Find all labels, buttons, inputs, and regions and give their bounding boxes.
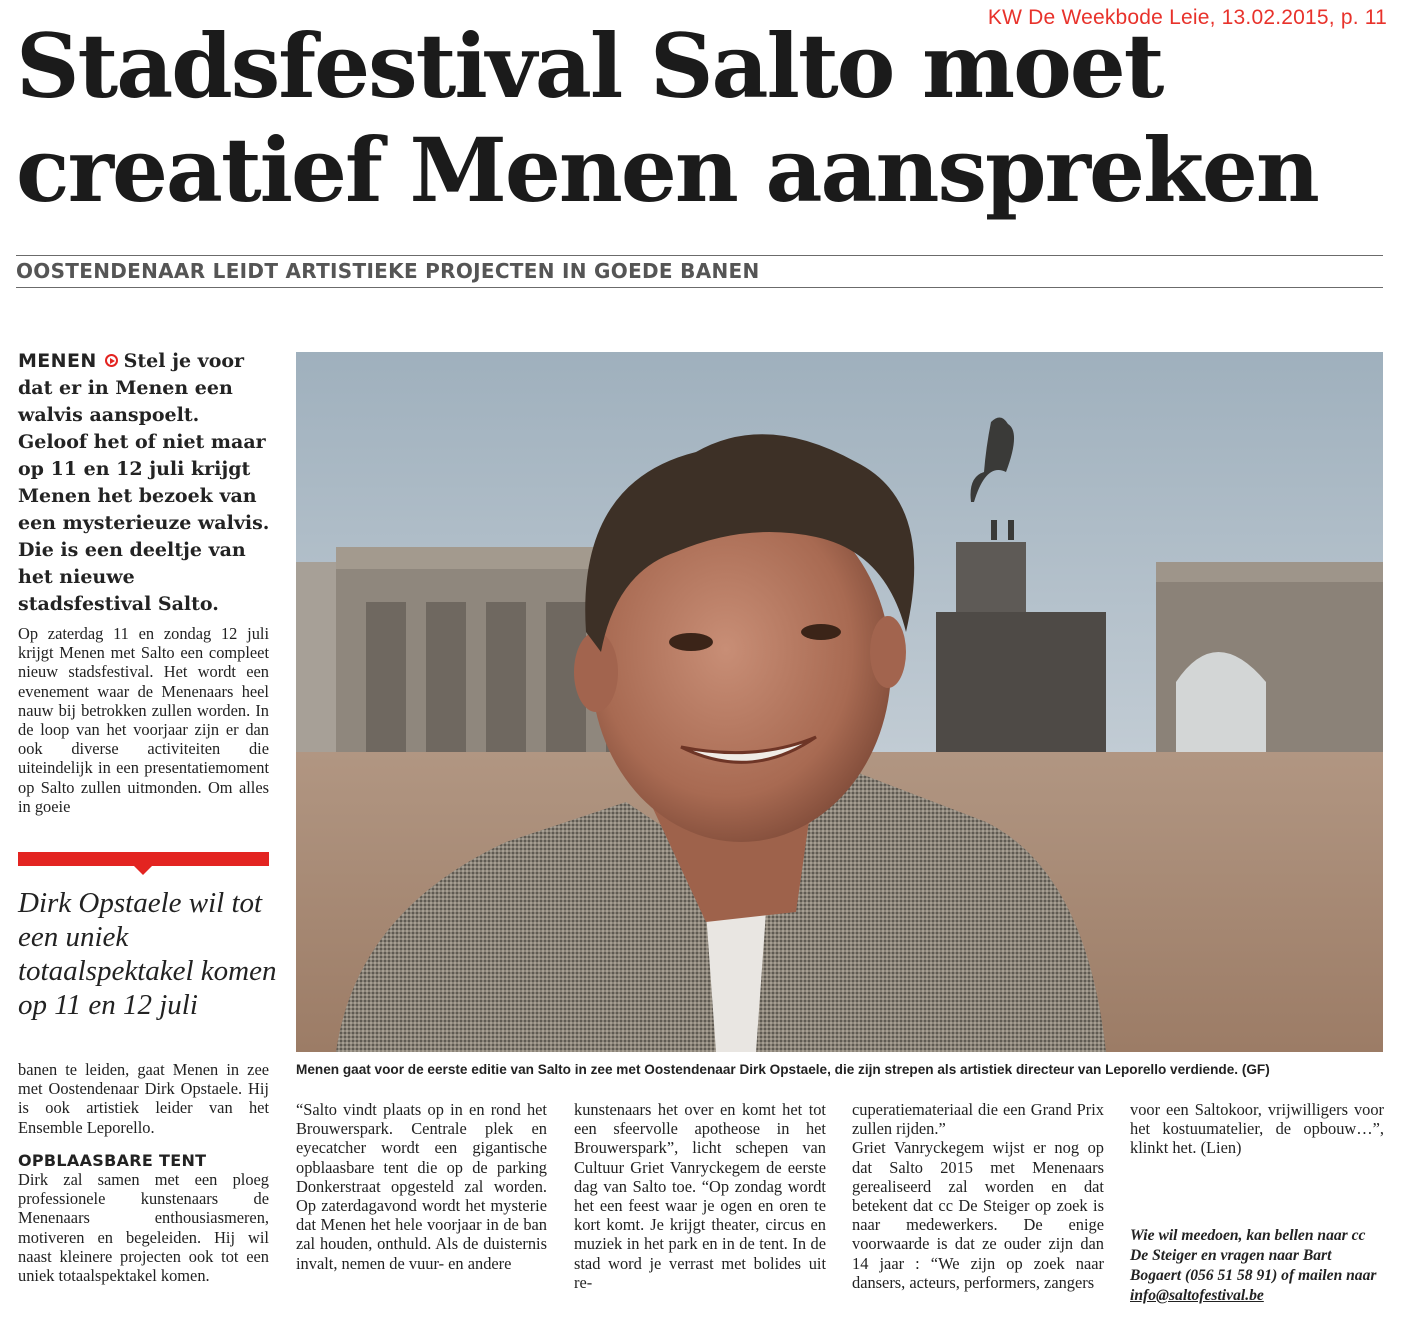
contact-text: Wie wil meedoen, kan bellen naar cc De Steiger en vragen naar Bart Bogaert (056 51 58 91) of mailen naar xyxy=(1130,1227,1377,1284)
body-paragraph: Griet Vanryckegem wijst er nog op dat Salto 2015 met Menenaars gerealiseerd zal worden en dat betekent dat cc De Steiger op zoek is naar medewerkers. De enige voorwaarde is dat ze ouder zijn dan 14 jaar : “We zijn op zoek naar dansers, acteurs, performers, zangers xyxy=(852,1138,1104,1292)
headline xyxy=(16,14,1386,222)
dateline: MENEN xyxy=(18,350,97,372)
red-arrow-icon xyxy=(105,354,118,367)
kicker: OOSTENDENAAR LEIDT ARTISTIEKE PROJECTEN IN GOEDE BANEN xyxy=(16,259,760,283)
pull-quote: Dirk Opstaele wil tot een uniek totaalspektakel komen op 11 en 12 juli xyxy=(18,887,277,1021)
body-paragraph: “Salto vindt plaats op in en rond het Brouwerspark. Centrale plek en eyecatcher wordt een gigantische opblaasbare tent die op de parking Donkerstraat opgesteld zal worden. Op zaterdagavond wordt het mysterie dat Menen het hele voorjaar in de ban zal houden, onthuld. Als de duisternis invalt, nemen de vuur- en andere xyxy=(296,1100,547,1273)
photo-dirk-opstaele xyxy=(296,352,1383,1052)
body-paragraph: voor een Saltokoor, vrijwilligers voor het kostuumatelier, de opbouw…”, klinkt het. (Lien) xyxy=(1130,1100,1384,1158)
column-1-lower xyxy=(18,1060,269,1285)
column-1-upper xyxy=(18,624,269,816)
headline-line-1: Stadsfestival Salto moet xyxy=(16,14,1163,118)
body-paragraph: cuperatiemateriaal die een Grand Prix zullen rijden.” xyxy=(852,1100,1104,1139)
body-paragraph: Op zaterdag 11 en zondag 12 juli krijgt Menen met Salto een compleet nieuw stadsfestival. Het wordt een evenement waar de Menenaars heel nauw bij betrokken zullen worden. In de loop van het voorjaar zijn er dan ook diverse activiteiten die uiteindelijk in een presentatiemoment op Salto zullen uitmonden. Om alles in goeie xyxy=(18,624,269,816)
email-link[interactable]: info@saltofestival.be xyxy=(1130,1287,1264,1304)
subhead: OPBLAASBARE TENT xyxy=(18,1150,207,1170)
body-paragraph: Dirk zal samen met een ploeg professionele kunstenaars de Menenaars enthousiasmeren, motiveren en begeleiden. Hij wil naast kleinere projecten ook tot een uniek totaalspektakel komen. xyxy=(18,1170,269,1286)
column-5 xyxy=(1130,1100,1384,1158)
divider-top xyxy=(16,255,1383,256)
contact-info xyxy=(1130,1226,1384,1306)
lead-text: Stel je voor dat er in Menen een walvis aanspoelt. Geloof het of niet maar op 11 en 12 juli krijgt Menen het bezoek van een mysterieuze walvis. Die is een deeltje van het nieuwe stadsfestival Salto. xyxy=(18,350,270,615)
body-paragraph: banen te leiden, gaat Menen in zee met Oostendenaar Dirk Opstaele. Hij is ook artistiek leider van het Ensemble Leporello. xyxy=(18,1060,269,1137)
column-2 xyxy=(296,1100,547,1273)
lead-paragraph xyxy=(18,348,270,618)
pullquote-bar xyxy=(18,852,269,866)
pullquote-notch xyxy=(134,866,152,875)
photo-caption: Menen gaat voor de eerste editie van Salto in zee met Oostendenaar Dirk Opstaele, die zijn strepen als artistiek directeur van Leporello verdiende. (GF) xyxy=(296,1062,1270,1077)
headline-line-2: creatief Menen aanspreken xyxy=(16,118,1318,222)
body-paragraph: kunstenaars het over en komt het tot een sfeervolle apotheose in het Brouwerspark”, licht schepen van Cultuur Griet Vanryckegem de eerste dag van Salto toe. “Op zondag wordt het een feest waar je ogen en oren te kort komt. Je krijgt theater, circus en muziek in het park en in de tent. In de stad word je verrast met bolides uit re- xyxy=(574,1100,826,1292)
source-line: KW De Weekbode Leie, 13.02.2015, p. 11 xyxy=(987,6,1387,29)
column-4 xyxy=(852,1100,1104,1292)
column-3 xyxy=(574,1100,826,1292)
divider-bottom xyxy=(16,287,1383,288)
